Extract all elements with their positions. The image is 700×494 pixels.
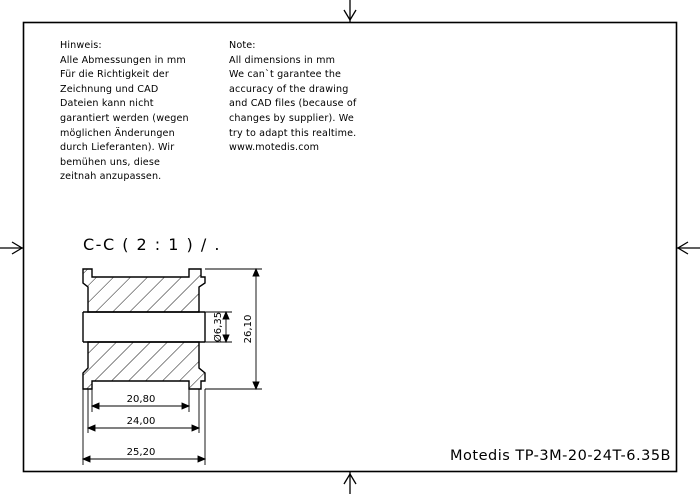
centering-mark-right bbox=[677, 242, 700, 254]
note-german-line: Für die Richtigkeit der bbox=[60, 69, 169, 81]
dim-inner-width-text: 20,80 bbox=[126, 394, 156, 405]
note-english-line: www.motedis.com bbox=[229, 142, 320, 154]
title-block-part-name: Motedis TP-3M-20-24T-6.35B bbox=[450, 448, 671, 464]
dim-mid-width-text: 24,00 bbox=[126, 416, 156, 427]
note-english bbox=[229, 39, 356, 156]
note-english-line: try to adapt this realtime. bbox=[229, 127, 357, 139]
pulley-section-lower bbox=[83, 342, 205, 389]
note-english-line: We can`t garantee the bbox=[229, 69, 342, 81]
note-german-line: Hinweis: bbox=[60, 40, 102, 51]
note-german-line: Alle Abmessungen in mm bbox=[60, 54, 186, 66]
note-german bbox=[60, 39, 189, 185]
note-german-line: möglichen Änderungen bbox=[60, 127, 175, 139]
note-german-line: Dateien kann nicht bbox=[60, 98, 154, 110]
note-english-line: Note: bbox=[229, 40, 256, 51]
section-label: C-C ( 2 : 1 ) / . bbox=[83, 235, 221, 254]
note-english-line: accuracy of the drawing bbox=[229, 83, 349, 95]
bore-outline bbox=[83, 312, 205, 342]
note-english-line: All dimensions in mm bbox=[229, 54, 336, 66]
centering-mark-left bbox=[0, 242, 23, 254]
centering-mark-bottom bbox=[344, 472, 356, 494]
note-german-line: bemühen uns, diese bbox=[60, 156, 161, 168]
note-german-line: durch Lieferanten). Wir bbox=[60, 142, 175, 154]
note-german-line: zeitnah anzupassen. bbox=[60, 171, 162, 183]
centering-mark-top bbox=[344, 0, 356, 22]
dim-overall-width-text: 25,20 bbox=[126, 447, 156, 458]
dim-bore-diameter-text: Ø6,35 bbox=[213, 311, 224, 343]
note-english-line: and CAD files (because of bbox=[229, 98, 357, 110]
note-german-line: garantiert werden (wegen bbox=[60, 112, 189, 124]
note-english-line: changes by supplier). We bbox=[229, 112, 354, 124]
note-german-line: Zeichnung und CAD bbox=[60, 83, 159, 95]
pulley-section-upper bbox=[83, 269, 205, 312]
dim-outer-diameter-text: 26,10 bbox=[243, 314, 254, 344]
